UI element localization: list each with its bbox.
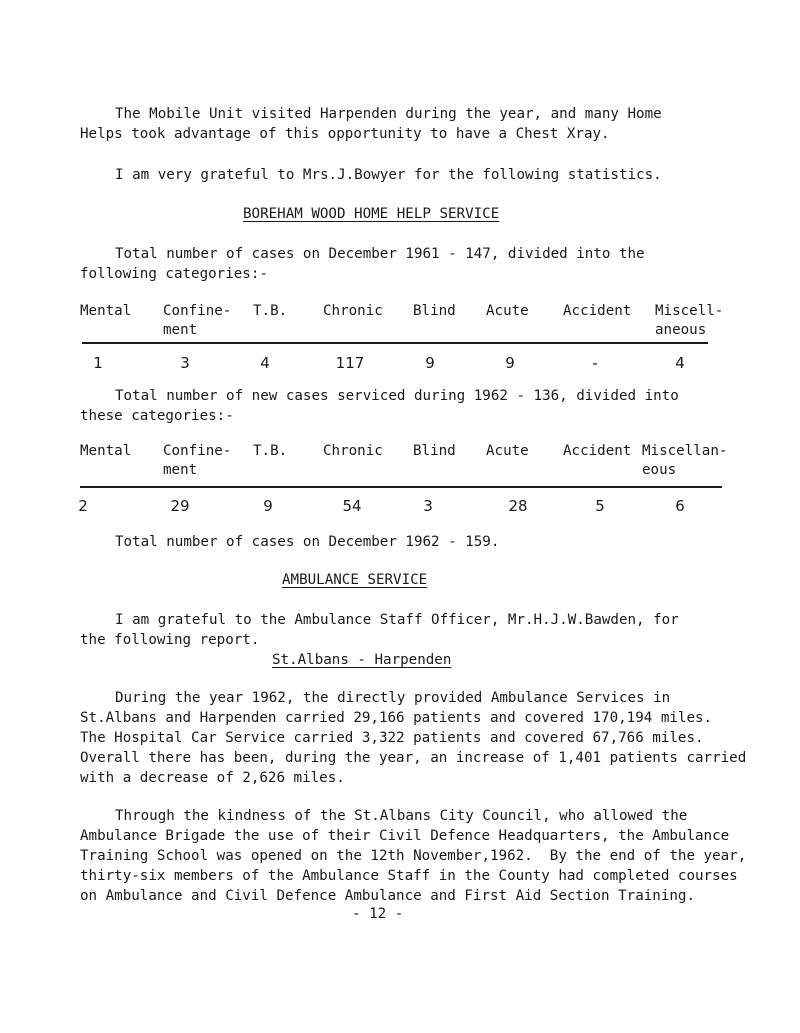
paragraph-total-1961-line1: Total number of cases on December 1961 - 147, divided into the [115,246,645,262]
paragraph-ambulance-stats-line3: The Hospital Car Service carried 3,322 patients and covered 67,766 miles. [80,730,704,746]
table2-header-chronic: Chronic [323,443,383,459]
table1-header-chronic: Chronic [323,303,383,319]
table2-header-confinement-2: ment [163,462,198,478]
paragraph-ambulance-stats-line2: St.Albans and Harpenden carried 29,166 patients and covered 170,194 miles. [80,710,713,726]
paragraph-new-cases-line1: Total number of new cases serviced during 1962 - 136, divided into [115,388,679,404]
paragraph-training-school-line4: thirty-six members of the Ambulance Staff in the County had completed courses [80,868,738,884]
table2-rule [80,486,722,488]
table1-header-miscellaneous-2: aneous [655,322,707,338]
table2-header-mental: Mental [80,443,132,459]
table1-value-miscellaneous: 4 [675,354,685,372]
table1-header-acute: Acute [486,303,529,319]
table1-value-chronic: 117 [335,354,365,372]
table2-header-tb: T.B. [253,443,288,459]
table1-header-confinement: Confine- [163,303,232,319]
table1-header-tb: T.B. [253,303,288,319]
table2-value-mental: 2 [78,497,88,515]
table2-header-miscellaneous: Miscellan- [642,443,728,459]
table2-header-blind: Blind [413,443,456,459]
heading-boreham-wood: BOREHAM WOOD HOME HELP SERVICE [243,206,500,222]
table2-header-confinement: Confine- [163,443,232,459]
paragraph-training-school-line3: Training School was opened on the 12th November,1962. By the end of the year, [80,848,747,864]
table1-rule [82,342,708,344]
table1-value-acute: 9 [505,354,515,372]
paragraph-total-1962: Total number of cases on December 1962 - 159. [115,534,500,550]
paragraph-mobile-unit-line1: The Mobile Unit visited Harpenden during the year, and many Home [115,106,662,122]
paragraph-ambulance-stats-line5: with a decrease of 2,626 miles. [80,770,345,786]
table2-value-accident: 5 [595,497,605,515]
table2-value-confinement: 29 [170,497,190,515]
table1-value-accident: - [592,354,598,372]
table1-value-tb: 4 [260,354,270,372]
table1-header-blind: Blind [413,303,456,319]
paragraph-ambulance-stats-line4: Overall there has been, during the year, an increase of 1,401 patients carried [80,750,747,766]
table2-value-acute: 28 [508,497,528,515]
paragraph-grateful-bawden-line1: I am grateful to the Ambulance Staff Officer, Mr.H.J.W.Bawden, for [115,612,679,628]
table1-header-accident: Accident [563,303,632,319]
paragraph-grateful-bowyer: I am very grateful to Mrs.J.Bowyer for the following statistics. [115,167,662,183]
table2-header-accident: Accident [563,443,632,459]
table1-header-miscellaneous: Miscell- [655,303,724,319]
table2-value-blind: 3 [423,497,433,515]
paragraph-new-cases-line2: these categories:- [80,408,234,424]
table1-header-confinement-2: ment [163,322,198,338]
table2-value-tb: 9 [263,497,273,515]
table2-value-miscellaneous: 6 [675,497,685,515]
paragraph-mobile-unit-line2: Helps took advantage of this opportunity to have a Chest Xray. [80,126,610,142]
table1-value-confinement: 3 [180,354,190,372]
paragraph-grateful-bawden-line2: the following report. [80,632,260,648]
table1-value-blind: 9 [425,354,435,372]
paragraph-total-1961-line2: following categories:- [80,266,268,282]
page-number: - 12 - [352,906,404,922]
table2-value-chronic: 54 [342,497,362,515]
table2-header-acute: Acute [486,443,529,459]
table1-header-mental: Mental [80,303,132,319]
paragraph-training-school-line5: on Ambulance and Civil Defence Ambulance and First Aid Section Training. [80,888,695,904]
paragraph-training-school-line2: Ambulance Brigade the use of their Civil Defence Headquarters, the Ambulance [80,828,730,844]
paragraph-training-school-line1: Through the kindness of the St.Albans City Council, who allowed the [115,808,688,824]
heading-ambulance-service: AMBULANCE SERVICE [282,572,428,588]
table1-value-mental: 1 [93,354,103,372]
paragraph-ambulance-stats-line1: During the year 1962, the directly provided Ambulance Services in [115,690,671,706]
heading-st-albans-harpenden: St.Albans - Harpenden [272,652,452,668]
table2-header-miscellaneous-2: eous [642,462,677,478]
